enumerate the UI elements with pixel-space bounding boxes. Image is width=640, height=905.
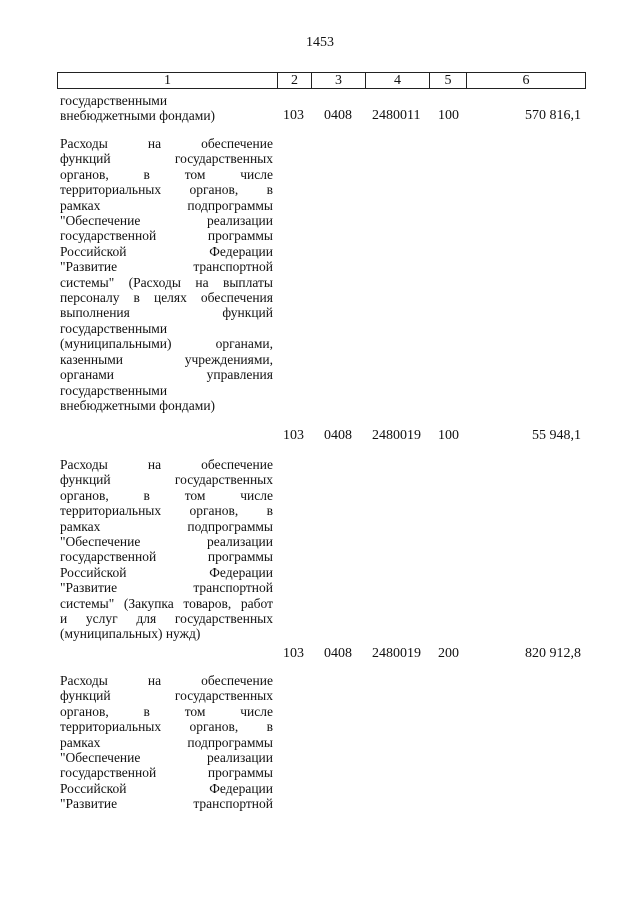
header-col-5: 5: [429, 73, 466, 88]
description-line: органов, в том числе: [60, 166, 273, 182]
row-section: 0408: [324, 428, 352, 443]
description-line: Российской Федерации: [60, 243, 273, 259]
description-line: государственными: [60, 93, 168, 108]
table-header-row: [57, 72, 586, 89]
description-line: рамках подпрограммы: [60, 197, 273, 213]
header-col-2: 2: [277, 73, 311, 88]
description-line: (муниципальными) органами,: [60, 336, 273, 352]
description-line: системы" (Закупка товаров, работ: [60, 595, 273, 611]
description-line: рамках подпрограммы: [60, 734, 273, 750]
description-line: Расходы на обеспечение: [60, 136, 273, 151]
description-line: "Развитие транспортной: [60, 259, 273, 275]
description-line: внебюджетными фондами): [60, 108, 216, 124]
header-col-1: 1: [164, 73, 171, 88]
description-line: государственной программы: [60, 765, 273, 781]
description-line: органами управления: [60, 367, 273, 383]
row-code: 103: [283, 646, 304, 661]
description-line: системы" (Расходы на выплаты: [60, 274, 273, 290]
description-line: Российской Федерации: [60, 564, 273, 580]
description-line: государственными: [60, 320, 168, 336]
header-col-3: 3: [311, 73, 365, 88]
row-target: 2480019: [372, 428, 421, 443]
row-description: [60, 457, 273, 642]
description-line: "Обеспечение реализации: [60, 534, 273, 550]
description-line: "Развитие транспортной: [60, 580, 273, 596]
description-line: территориальных органов, в: [60, 503, 273, 519]
row-amount: 570 816,1: [525, 108, 581, 123]
description-line: функций государственных: [60, 472, 273, 488]
description-line: выполнения функций: [60, 305, 273, 321]
row-target: 2480011: [372, 108, 421, 123]
row-target: 2480019: [372, 646, 421, 661]
description-line: территориальных органов, в: [60, 719, 273, 735]
description-line: функций государственных: [60, 151, 273, 167]
header-col-6: 6: [466, 73, 585, 88]
description-line: персоналу в целях обеспечения: [60, 290, 273, 306]
description-line: (муниципальных) нужд): [60, 626, 201, 642]
page-number: 1453: [306, 35, 334, 50]
description-line: "Развитие транспортной: [60, 796, 273, 812]
row-section: 0408: [324, 646, 352, 661]
description-line: функций государственных: [60, 688, 273, 704]
row-type: 100: [438, 108, 459, 123]
description-line: Российской Федерации: [60, 780, 273, 796]
header-col-4: 4: [365, 73, 429, 88]
row-type: 200: [438, 646, 459, 661]
description-line: Расходы на обеспечение: [60, 457, 273, 472]
row-amount: 55 948,1: [532, 428, 581, 443]
row-code: 103: [283, 428, 304, 443]
description-line: территориальных органов, в: [60, 182, 273, 198]
description-line: государственной программы: [60, 549, 273, 565]
description-line: органов, в том числе: [60, 703, 273, 719]
description-line: и услуг для государственных: [60, 611, 273, 627]
row-section: 0408: [324, 108, 352, 123]
row-type: 100: [438, 428, 459, 443]
description-line: "Обеспечение реализации: [60, 213, 273, 229]
description-line: Расходы на обеспечение: [60, 673, 273, 688]
description-line: государственной программы: [60, 228, 273, 244]
description-line: казенными учреждениями,: [60, 351, 273, 367]
description-line: государственными: [60, 382, 168, 398]
description-line: рамках подпрограммы: [60, 518, 273, 534]
row-code: 103: [283, 108, 304, 123]
description-line: внебюджетными фондами): [60, 397, 216, 413]
description-line: "Обеспечение реализации: [60, 750, 273, 766]
row-amount: 820 912,8: [525, 646, 581, 661]
row-description: [60, 136, 273, 413]
description-line: органов, в том числе: [60, 487, 273, 503]
row-description: [60, 673, 273, 812]
row-description: [60, 93, 273, 124]
